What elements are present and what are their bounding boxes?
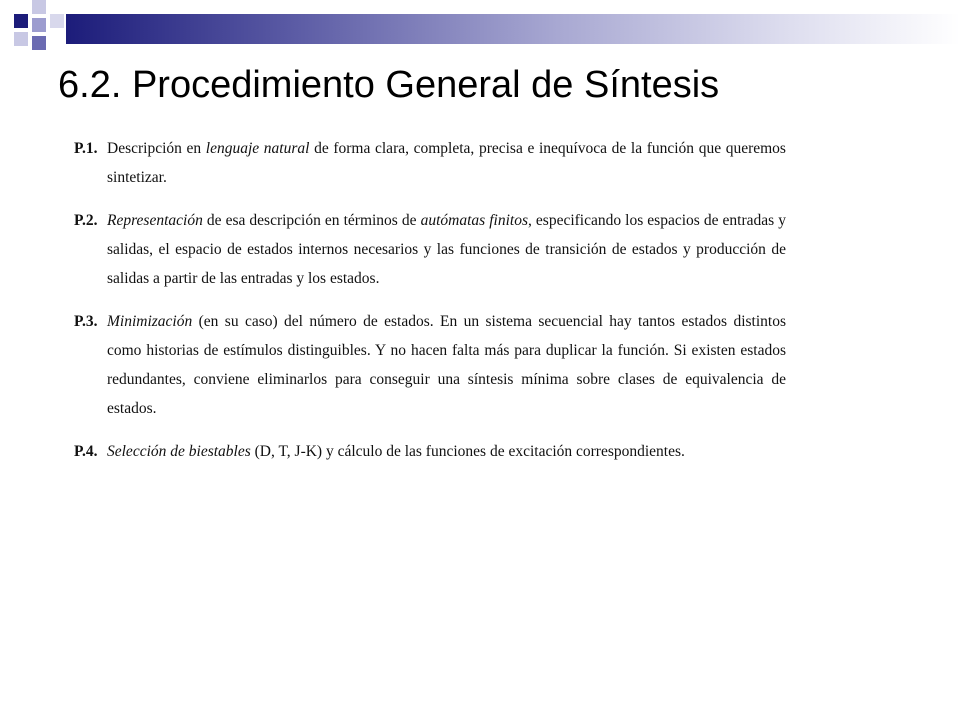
slide-title: 6.2. Procedimiento General de Síntesis [58, 64, 720, 106]
step-text-part: de forma clara, completa, precisa e inequívoca de la función que queremos sintetizar. [107, 140, 786, 186]
step-text-part: Descripción en [107, 140, 206, 157]
decor-square-6 [50, 14, 64, 28]
step-text-part-italic: autómatas finitos [420, 212, 528, 229]
step-text-part: (D, T, J-K) y cálculo de las funciones de excitación correspondientes. [250, 443, 685, 460]
step-number: P.2. [74, 212, 98, 229]
step-text-part-italic: Minimización [107, 313, 193, 330]
step-item [74, 307, 786, 423]
step-text [107, 134, 786, 192]
step-text-part-italic: Selección de biestables [107, 443, 251, 460]
step-number: P.1. [74, 140, 98, 157]
step-text [107, 206, 786, 293]
step-item [74, 134, 786, 192]
decor-square-1 [14, 14, 28, 28]
steps-list [74, 134, 786, 480]
step-item [74, 437, 786, 466]
step-number: P.4. [74, 443, 98, 460]
decor-square-4 [14, 32, 28, 46]
step-text-part: de esa descripción en términos de [202, 212, 421, 229]
step-text-part: , especificando los espacios de entradas y salidas, el espacio de estados internos necesarios y las funciones de transición de estados y producción de salidas a partir de las entradas y los estados. [107, 212, 786, 287]
decor-square-5 [32, 36, 46, 50]
header-gradient-bar [66, 14, 960, 44]
step-text-part-italic: lenguaje natural [205, 140, 310, 157]
decor-square-2 [32, 0, 46, 14]
step-number: P.3. [74, 313, 98, 330]
step-text-part: (en su caso) del número de estados. En un sistema secuencial hay tantos estados distintos como historias de estímulos distinguibles. Y no hacen falta más para duplicar la función. Si existen estados redundantes, conviene eliminarlos para conseguir una síntesis mínima sobre clases de equivalencia de estados. [107, 313, 786, 417]
step-text [107, 437, 786, 466]
step-item [74, 206, 786, 293]
decor-square-3 [32, 18, 46, 32]
step-text [107, 307, 786, 423]
step-text-part-italic: Representación [107, 212, 203, 229]
